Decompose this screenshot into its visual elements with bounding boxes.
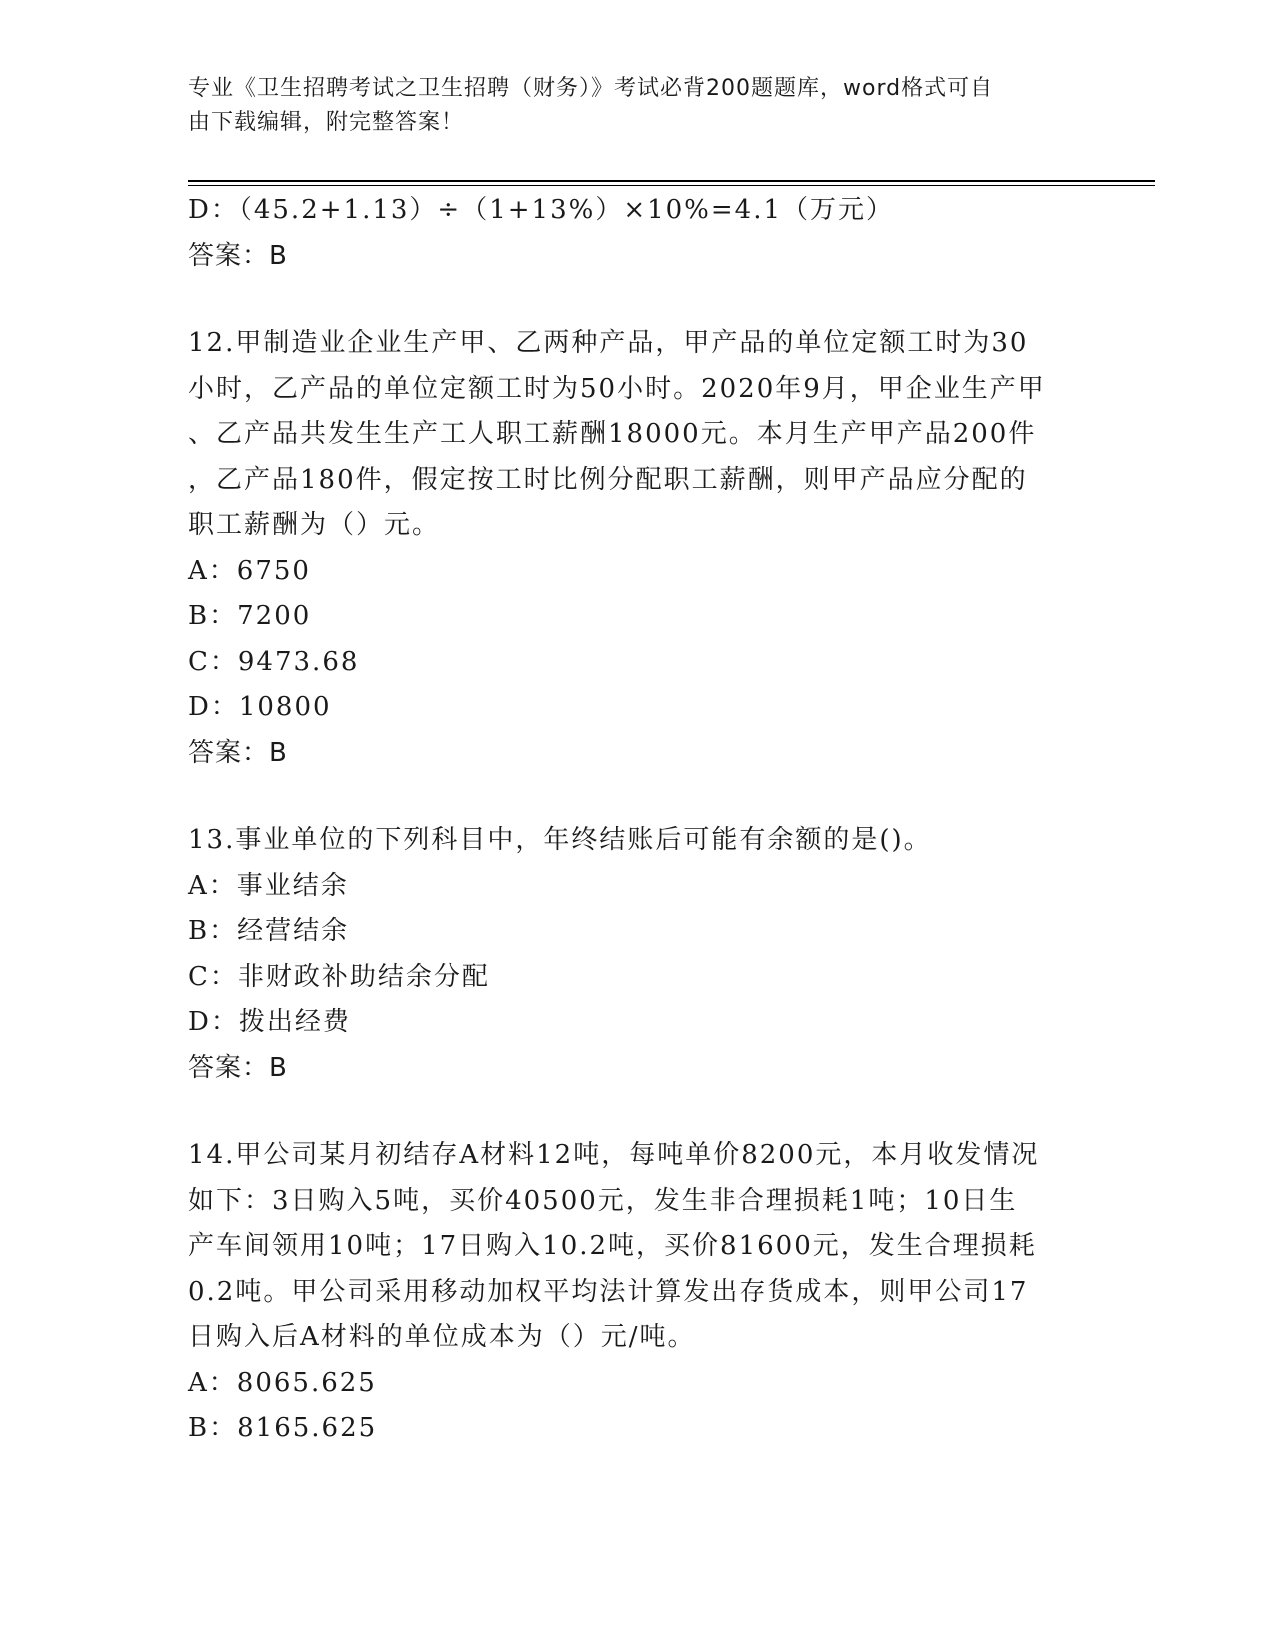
question-12 xyxy=(188,321,1088,776)
question-stem-line: ，乙产品180件，假定按工时比例分配职工薪酬，则甲产品应分配的 xyxy=(188,464,1028,495)
option-d: D：（45.2+1.13）÷（1+13%）×10%=4.1（万元） xyxy=(188,195,895,225)
option-b: B：7200 xyxy=(188,601,312,631)
question-11-tail xyxy=(188,188,1088,279)
question-stem-line: 13.事业单位的下列科目中，年终结账后可能有余额的是()。 xyxy=(188,825,932,855)
question-stem-line: 0.2吨。甲公司采用移动加权平均法计算发出存货成本，则甲公司17 xyxy=(188,1276,1029,1307)
header-line-1: 专业《卫生招聘考试之卫生招聘（财务）》考试必背200题题库，word格式可自 xyxy=(188,76,994,101)
header-line-2: 由下载编辑，附完整答案！ xyxy=(188,110,465,135)
answer: 答案：B xyxy=(188,737,288,768)
option-c: C：非财政补助结余分配 xyxy=(188,961,490,992)
header-divider-thin xyxy=(188,185,1155,186)
question-stem-line: 如下：3日购入5吨，买价40500元，发生非合理损耗1吨；10日生 xyxy=(188,1185,1018,1216)
header-divider-thick xyxy=(188,180,1155,182)
option-a: A：事业结余 xyxy=(188,870,349,901)
document-body xyxy=(188,188,1088,1452)
question-13 xyxy=(188,818,1088,1091)
option-d: D：10800 xyxy=(188,692,332,722)
question-stem-line: 日购入后A材料的单位成本为（）元/吨。 xyxy=(188,1322,696,1352)
question-stem-line: 14.甲公司某月初结存A材料12吨，每吨单价8200元，本月收发情况 xyxy=(188,1140,1040,1170)
option-a: A：6750 xyxy=(188,555,311,586)
option-b: B：经营结余 xyxy=(188,916,350,946)
question-stem-line: 职工薪酬为（）元。 xyxy=(188,510,441,540)
option-b: B：8165.625 xyxy=(188,1413,378,1443)
answer: 答案：B xyxy=(188,240,288,271)
option-d: D：拨出经费 xyxy=(188,1007,351,1037)
option-a: A：8065.625 xyxy=(188,1367,377,1398)
question-stem-line: 小时，乙产品的单位定额工时为50小时。2020年9月，甲企业生产甲 xyxy=(188,373,1046,404)
question-14 xyxy=(188,1133,1088,1452)
question-stem-line: 12.甲制造业企业生产甲、乙两种产品，甲产品的单位定额工时为30 xyxy=(188,328,1029,358)
document-header xyxy=(188,72,1068,140)
question-stem-line: 、乙产品共发生生产工人职工薪酬18000元。本月生产甲产品200件 xyxy=(188,419,1037,449)
option-c: C：9473.68 xyxy=(188,646,360,677)
answer: 答案：B xyxy=(188,1052,288,1083)
question-stem-line: 产车间领用10吨；17日购入10.2吨，买价81600元，发生合理损耗 xyxy=(188,1231,1037,1261)
